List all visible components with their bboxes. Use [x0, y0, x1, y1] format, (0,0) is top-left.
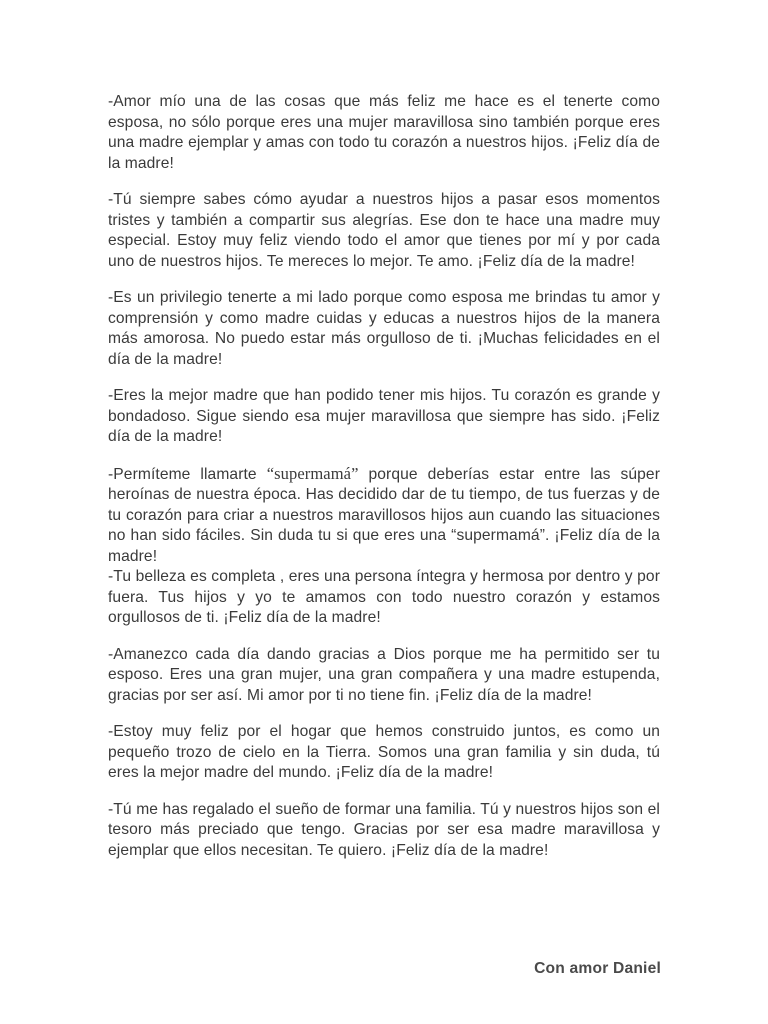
paragraph-5-start: -Permíteme llamarte — [108, 465, 267, 483]
letter-paragraph-6: -Tu belleza es completa , eres una persona íntegra y hermosa por dentro y por fuera. Tus hijos y yo te amamos con todo nuestro corazón y estamos orgullosos de ti. ¡Feliz día de la madre! — [108, 568, 660, 626]
letter-paragraph-2: -Tú siempre sabes cómo ayudar a nuestros hijos a pasar esos momentos tristes y también a compartir sus alegrías. Ese don te hace una madre muy especial. Estoy muy feliz viendo todo el amor que tienes por mí y por cada uno de nuestros hijos. Te mereces lo mejor. Te amo. ¡Feliz día de la madre! — [108, 191, 660, 270]
letter-paragraph-1: -Amor mío una de las cosas que más feliz me hace es el tenerte como esposa, no sólo porque eres una mujer maravillosa sino también porque eres una madre ejemplar y amas con todo tu corazón a nuestros hijos. ¡Feliz día de la madre! — [108, 93, 660, 172]
letter-body — [108, 92, 660, 877]
paragraph-5-rest: porque deberías estar entre las súper heroínas de nuestra época. Has decidido dar de tu tiempo, de tus fuerzas y de tu corazón para criar a nuestros maravillosos hijos aun cuando las situaciones no han sido fáciles. Sin duda tu si que eres una “supermamá”. ¡Feliz día de la madre! — [108, 465, 661, 565]
letter-paragraph-3: -Es un privilegio tenerte a mi lado porque como esposa me brindas tu amor y comprensión y como madre cuidas y educas a nuestros hijos de la manera más amorosa. No puedo estar más orgulloso de ti. ¡Muchas felicidades en el día de la madre! — [108, 289, 660, 368]
letter-paragraph-4: -Eres la mejor madre que han podido tener mis hijos. Tu corazón es grande y bondadoso. Sigue siendo esa mujer maravillosa que siempre has sido. ¡Feliz día de la madre! — [108, 387, 660, 445]
letter-paragraph-9: -Tú me has regalado el sueño de formar una familia. Tú y nuestros hijos son el tesoro más preciado que tengo. Gracias por ser esa madre maravillosa y ejemplar que ellos necesitan. Te quiero. ¡Feliz día de la madre! — [108, 800, 660, 859]
letter-paragraph-5 — [108, 464, 660, 568]
letter-paragraph-8: -Estoy muy feliz por el hogar que hemos construido juntos, es como un pequeño trozo de cielo en la Tierra. Somos una gran familia y sin duda, tú eres la mejor madre del mundo. ¡Feliz día de la madre! — [108, 723, 660, 781]
supermama-quoted-word: “supermamá” — [266, 463, 359, 483]
signature: Con amor Daniel — [534, 960, 661, 977]
letter-paragraph-7: -Amanezco cada día dando gracias a Dios porque me ha permitido ser tu esposo. Eres una gran mujer, una gran compañera y una madre estupenda, gracias por ser así. Mi amor por ti no tiene fin. ¡Feliz día de la madre! — [108, 645, 660, 704]
